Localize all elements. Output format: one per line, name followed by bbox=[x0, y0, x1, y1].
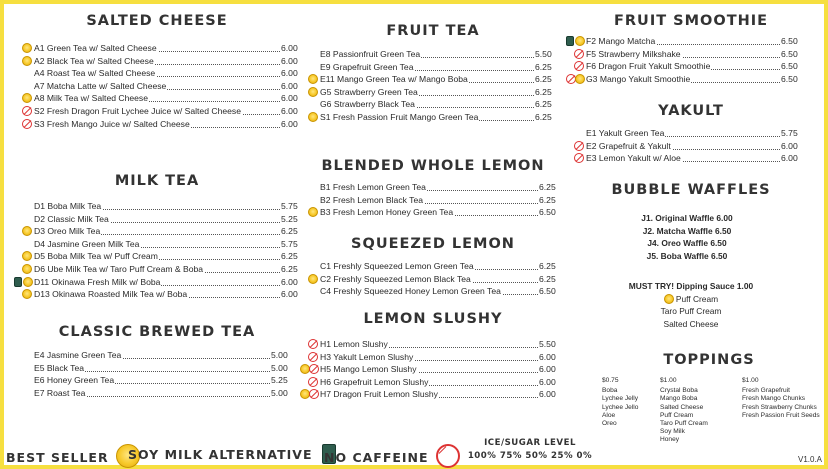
section-title: TOPPINGS bbox=[663, 352, 755, 368]
section-title: FRUIT SMOOTHIE bbox=[613, 13, 769, 29]
menu-item bbox=[300, 86, 566, 99]
legend-no-caffeine: NO CAFFEINE bbox=[324, 444, 460, 468]
item-price: 6.50 bbox=[781, 61, 798, 72]
item-price: 6.00 bbox=[539, 389, 556, 400]
item-name: D1 Boba Milk Tea bbox=[34, 201, 102, 211]
item-icons bbox=[300, 195, 310, 205]
menu-item bbox=[566, 60, 816, 73]
menu-item bbox=[14, 288, 300, 301]
menu-item bbox=[300, 206, 566, 219]
item-price: 6.00 bbox=[281, 289, 298, 300]
section-title: SALTED CHEESE bbox=[86, 13, 228, 29]
item-icons bbox=[300, 339, 310, 349]
item-icons bbox=[14, 93, 24, 103]
item-name: A7 Matcha Latte w/ Salted Cheese bbox=[34, 80, 167, 91]
item-name: H5 Mango Lemon Slushy bbox=[320, 364, 417, 375]
item-icons bbox=[14, 68, 24, 78]
item-name: E1 Yakult Green Tea bbox=[586, 128, 665, 138]
item-icons bbox=[300, 389, 310, 399]
item-icons bbox=[14, 81, 24, 91]
no-caffeine-icon bbox=[309, 364, 319, 374]
topping-item: Fresh Mango Chunks bbox=[742, 395, 806, 403]
item-icons bbox=[300, 364, 310, 374]
menu-board bbox=[4, 4, 824, 465]
item-name: E9 Grapefruit Green Tea bbox=[320, 61, 414, 72]
topping-price: $1.00 bbox=[742, 377, 759, 384]
menu-item bbox=[566, 73, 816, 86]
item-name: F2 Mango Matcha bbox=[586, 36, 656, 46]
item-price: 5.75 bbox=[281, 238, 298, 249]
topping-item: Soy Milk bbox=[660, 428, 685, 436]
item-icons bbox=[566, 153, 576, 163]
no-caffeine-icon bbox=[574, 153, 584, 163]
section-milk-tea bbox=[14, 170, 300, 301]
item-price: 6.25 bbox=[535, 61, 552, 72]
best-seller-icon bbox=[22, 251, 32, 261]
section-bubble-waffles bbox=[566, 179, 816, 330]
dip-item bbox=[566, 305, 816, 318]
item-icons bbox=[14, 289, 24, 299]
best-seller-icon bbox=[308, 112, 318, 122]
item-price: 6.00 bbox=[539, 364, 556, 375]
item-price: 6.50 bbox=[781, 36, 798, 46]
item-name: E5 Black Tea bbox=[34, 362, 85, 373]
soy-milk-icon bbox=[14, 277, 22, 287]
menu-item bbox=[14, 105, 300, 118]
best-seller-icon bbox=[308, 207, 318, 217]
menu-item bbox=[14, 238, 300, 251]
topping-item: Lychee Jello bbox=[602, 403, 639, 411]
no-caffeine-icon bbox=[22, 106, 32, 116]
topping-item: Fresh Strawberry Chunks bbox=[742, 403, 817, 411]
item-icons bbox=[14, 43, 24, 53]
item-name: H3 Yakult Lemon Slushy bbox=[320, 351, 414, 362]
item-price: 5.25 bbox=[281, 213, 298, 224]
no-caffeine-icon bbox=[436, 444, 460, 468]
item-icons bbox=[14, 239, 24, 249]
item-price: 6.50 bbox=[781, 73, 798, 84]
item-name: H6 Grapefruit Lemon Slushy bbox=[320, 376, 429, 387]
section-lemon-slushy bbox=[300, 308, 566, 401]
item-price: 6.25 bbox=[535, 99, 552, 110]
item-price: 5.25 bbox=[271, 375, 288, 386]
item-icons bbox=[14, 201, 24, 211]
item-name: G5 Strawberry Green Tea bbox=[320, 86, 418, 97]
item-icons bbox=[14, 363, 24, 373]
item-name: C1 Freshly Squeezed Lemon Green Tea bbox=[320, 261, 474, 271]
item-icons bbox=[300, 112, 310, 122]
item-icons bbox=[14, 375, 24, 385]
item-price: 6.00 bbox=[281, 55, 298, 66]
best-seller-icon bbox=[22, 43, 32, 53]
section-yakult bbox=[566, 100, 816, 165]
item-icons bbox=[566, 74, 576, 84]
item-name: D5 Boba Milk Tea w/ Puff Cream bbox=[34, 251, 158, 262]
menu-item bbox=[14, 213, 300, 226]
item-price: 6.25 bbox=[539, 194, 556, 205]
menu-item bbox=[566, 152, 816, 165]
item-price: 6.00 bbox=[281, 93, 298, 104]
item-name: A1 Green Tea w/ Salted Cheese bbox=[34, 43, 157, 53]
item-price: 5.50 bbox=[535, 49, 552, 59]
item-price: 6.25 bbox=[539, 261, 556, 271]
item-price: 6.25 bbox=[281, 251, 298, 262]
section-title: BLENDED WHOLE LEMON bbox=[321, 158, 545, 174]
waffle-item: J1. Original Waffle 6.00 bbox=[641, 213, 733, 223]
menu-item bbox=[14, 374, 300, 387]
waffle-list bbox=[562, 212, 812, 262]
item-icons bbox=[300, 261, 310, 271]
topping-item: Mango Boba bbox=[660, 395, 698, 403]
item-price: 6.25 bbox=[539, 182, 556, 192]
item-name: C4 Freshly Squeezed Honey Lemon Green Tea bbox=[320, 286, 501, 297]
item-price: 6.25 bbox=[535, 86, 552, 97]
item-name: D6 Ube Milk Tea w/ Taro Puff Cream & Boba bbox=[34, 263, 204, 274]
section-title: FRUIT TEA bbox=[386, 23, 480, 39]
topping-item: Puff Cream bbox=[660, 411, 694, 419]
item-price: 5.75 bbox=[281, 201, 298, 211]
menu-item bbox=[14, 362, 300, 375]
legend-soy-milk: SOY MILK ALTERNATIVE bbox=[128, 444, 336, 464]
menu-item bbox=[300, 98, 566, 111]
section-title: MILK TEA bbox=[114, 173, 200, 189]
ice-sugar-title: ICE/SUGAR LEVEL bbox=[484, 438, 576, 448]
item-price: 6.25 bbox=[535, 111, 552, 122]
item-icons bbox=[14, 264, 24, 274]
item-icons bbox=[566, 36, 576, 46]
menu-item bbox=[14, 225, 300, 238]
item-price: 6.00 bbox=[281, 118, 298, 129]
ice-sugar-values: 100% 75% 50% 25% 0% bbox=[467, 451, 593, 461]
topping-price: $1.00 bbox=[660, 377, 677, 384]
item-price: 6.50 bbox=[539, 286, 556, 297]
topping-column bbox=[742, 377, 820, 420]
item-icons bbox=[300, 99, 310, 109]
item-icons bbox=[14, 277, 24, 287]
topping-item: Lychee Jelly bbox=[602, 395, 639, 403]
item-name: G3 Mango Yakult Smoothie bbox=[586, 73, 691, 84]
topping-columns bbox=[596, 371, 822, 451]
waffle-item: J5. Boba Waffle 6.50 bbox=[646, 250, 728, 261]
item-icons bbox=[14, 350, 24, 360]
item-icons bbox=[300, 352, 310, 362]
topping-item: Fresh Grapefruit bbox=[742, 387, 791, 395]
menu-item bbox=[14, 67, 300, 80]
menu-item bbox=[300, 73, 566, 86]
legend-best-seller: BEST SELLER bbox=[6, 444, 140, 468]
item-name: S3 Fresh Mango Juice w/ Salted Cheese bbox=[34, 118, 190, 129]
item-icons bbox=[566, 49, 576, 59]
item-name: H7 Dragon Fruit Lemon Slushy bbox=[320, 389, 438, 400]
best-seller-icon bbox=[22, 93, 32, 103]
waffle-item: J2. Matcha Waffle 6.50 bbox=[642, 225, 732, 236]
item-name: B2 Fresh Lemon Black Tea bbox=[320, 194, 424, 205]
topping-column bbox=[660, 377, 708, 445]
topping-price: $0.75 bbox=[602, 377, 619, 384]
no-caffeine-icon bbox=[309, 389, 319, 399]
item-icons bbox=[300, 182, 310, 192]
item-icons bbox=[14, 214, 24, 224]
item-name: B1 Fresh Lemon Green Tea bbox=[320, 182, 426, 192]
item-name: D2 Classic Milk Tea bbox=[34, 213, 109, 224]
menu-item bbox=[300, 61, 566, 74]
no-caffeine-icon bbox=[308, 339, 318, 349]
best-seller-icon bbox=[664, 294, 674, 304]
topping-item: Fresh Passion Fruit Seeds bbox=[742, 411, 820, 419]
item-name: E7 Roast Tea bbox=[34, 387, 86, 398]
item-name: D11 Okinawa Fresh Milk w/ Boba bbox=[34, 276, 161, 287]
waffle-item: J4. Oreo Waffle 6.50 bbox=[647, 238, 727, 248]
menu-item bbox=[300, 273, 566, 286]
item-icons bbox=[566, 141, 576, 151]
no-caffeine-icon bbox=[574, 49, 584, 59]
item-icons bbox=[300, 274, 310, 284]
item-name: D13 Okinawa Roasted Milk Tea w/ Boba bbox=[34, 289, 188, 300]
item-price: 5.00 bbox=[271, 350, 288, 360]
item-name: A2 Black Tea w/ Salted Cheese bbox=[34, 55, 154, 66]
best-seller-icon bbox=[22, 226, 32, 236]
item-price: 6.00 bbox=[281, 80, 298, 91]
menu-item bbox=[14, 387, 300, 400]
dip-item bbox=[566, 318, 816, 331]
topping-item: Crystal Boba bbox=[660, 387, 698, 395]
menu-item bbox=[300, 285, 566, 298]
topping-item: Salted Cheese bbox=[660, 403, 704, 411]
topping-column bbox=[602, 377, 638, 428]
ice-sugar-level bbox=[466, 437, 594, 463]
item-name: E6 Honey Green Tea bbox=[34, 375, 115, 386]
item-name: H1 Lemon Slushy bbox=[320, 339, 388, 349]
item-price: 6.50 bbox=[539, 207, 556, 218]
best-seller-icon bbox=[575, 74, 585, 84]
topping-item: Oreo bbox=[602, 420, 617, 428]
topping-item: Taro Puff Cream bbox=[660, 420, 708, 428]
menu-item bbox=[14, 276, 300, 289]
section-fruit-smoothie bbox=[566, 10, 816, 85]
no-caffeine-icon bbox=[22, 119, 32, 129]
item-price: 6.25 bbox=[535, 74, 552, 85]
item-icons bbox=[14, 251, 24, 261]
menu-item bbox=[14, 42, 300, 55]
topping-item: Honey bbox=[660, 436, 680, 444]
item-icons bbox=[566, 128, 576, 138]
best-seller-icon bbox=[308, 74, 318, 84]
section-title: BUBBLE WAFFLES bbox=[611, 182, 771, 198]
menu-item bbox=[300, 111, 566, 124]
section-title: SQUEEZED LEMON bbox=[351, 236, 515, 252]
dip-label: Salted Cheese bbox=[663, 318, 719, 329]
item-icons bbox=[14, 119, 24, 129]
section-title: CLASSIC BREWED TEA bbox=[58, 324, 256, 340]
item-icons bbox=[300, 207, 310, 217]
item-price: 5.00 bbox=[271, 387, 288, 398]
menu-item bbox=[566, 140, 816, 153]
menu-item bbox=[14, 92, 300, 105]
item-price: 6.00 bbox=[539, 351, 556, 362]
best-seller-icon bbox=[22, 289, 32, 299]
menu-item bbox=[300, 363, 566, 376]
item-icons bbox=[300, 377, 310, 387]
item-icons bbox=[566, 61, 576, 71]
item-name: S1 Fresh Passion Fruit Mango Green Tea bbox=[320, 111, 479, 122]
item-price: 6.00 bbox=[281, 276, 298, 287]
item-price: 5.00 bbox=[271, 362, 288, 373]
best-seller-icon bbox=[23, 277, 33, 287]
section-classic-brewed-tea bbox=[14, 321, 300, 399]
item-name: E2 Grapefruit & Yakult bbox=[586, 140, 671, 151]
best-seller-icon bbox=[22, 264, 32, 274]
dipping-sauce bbox=[566, 280, 816, 330]
menu-item bbox=[300, 260, 566, 273]
menu-item bbox=[566, 127, 816, 140]
dip-label: Taro Puff Cream bbox=[660, 306, 722, 316]
section-salted-cheese bbox=[14, 10, 300, 130]
item-icons bbox=[300, 62, 310, 72]
item-price: 6.00 bbox=[281, 68, 298, 79]
item-name: S2 Fresh Dragon Fruit Lychee Juice w/ Salted Cheese bbox=[34, 105, 241, 116]
item-name: F5 Strawberry Milkshake bbox=[586, 48, 681, 59]
menu-item bbox=[300, 388, 566, 401]
item-price: 5.75 bbox=[781, 128, 798, 138]
menu-item bbox=[300, 48, 566, 61]
menu-item bbox=[14, 349, 300, 362]
section-title: YAKULT bbox=[658, 103, 724, 119]
section-title: LEMON SLUSHY bbox=[363, 311, 503, 327]
menu-item bbox=[14, 55, 300, 68]
section-squeezed-lemon bbox=[300, 233, 566, 298]
item-icons bbox=[300, 49, 310, 59]
item-icons bbox=[300, 87, 310, 97]
version-label: V1.0.A bbox=[798, 455, 823, 464]
item-price: 6.00 bbox=[281, 105, 298, 116]
menu-item bbox=[14, 200, 300, 213]
section-fruit-tea bbox=[300, 20, 566, 124]
item-name: C2 Freshly Squeezed Lemon Black Tea bbox=[320, 273, 471, 284]
item-icons bbox=[14, 56, 24, 66]
menu-item bbox=[566, 35, 816, 48]
item-price: 6.50 bbox=[781, 48, 798, 59]
topping-item: Aloe bbox=[602, 411, 616, 419]
item-icons bbox=[300, 286, 310, 296]
menu-item bbox=[300, 181, 566, 194]
no-caffeine-icon bbox=[574, 61, 584, 71]
no-caffeine-icon bbox=[574, 141, 584, 151]
item-price: 6.00 bbox=[281, 43, 298, 53]
item-name: A8 Milk Tea w/ Salted Cheese bbox=[34, 93, 149, 104]
item-icons bbox=[300, 74, 310, 84]
no-caffeine-icon bbox=[308, 377, 318, 387]
item-price: 6.00 bbox=[781, 153, 798, 164]
item-name: B3 Fresh Lemon Honey Green Tea bbox=[320, 207, 454, 218]
best-seller-icon bbox=[308, 87, 318, 97]
menu-item bbox=[300, 194, 566, 207]
soy-milk-icon bbox=[566, 36, 574, 46]
menu-item bbox=[14, 263, 300, 276]
no-caffeine-icon bbox=[308, 352, 318, 362]
item-price: 6.25 bbox=[539, 273, 556, 284]
item-icons bbox=[14, 106, 24, 116]
item-name: D4 Jasmine Green Milk Tea bbox=[34, 238, 140, 249]
item-name: E4 Jasmine Green Tea bbox=[34, 350, 122, 360]
best-seller-icon bbox=[22, 56, 32, 66]
menu-item bbox=[300, 338, 566, 351]
item-name: F6 Dragon Fruit Yakult Smoothie bbox=[586, 61, 711, 72]
item-icons bbox=[14, 226, 24, 236]
dip-label: Puff Cream bbox=[675, 293, 719, 304]
section-toppings bbox=[596, 349, 822, 451]
menu-item bbox=[300, 351, 566, 364]
topping-item: Boba bbox=[602, 387, 618, 395]
item-icons bbox=[14, 388, 24, 398]
menu-item bbox=[566, 48, 816, 61]
item-price: 5.50 bbox=[539, 339, 556, 349]
item-price: 6.00 bbox=[539, 376, 556, 387]
menu-item bbox=[300, 376, 566, 389]
item-name: G6 Strawberry Black Tea bbox=[320, 99, 415, 110]
item-price: 6.25 bbox=[281, 226, 298, 237]
item-name: E3 Lemon Yakult w/ Aloe bbox=[586, 153, 681, 164]
menu-item bbox=[14, 250, 300, 263]
item-name: E8 Passionfruit Green Tea bbox=[320, 49, 421, 59]
menu-item bbox=[14, 80, 300, 93]
item-name: D3 Oreo Milk Tea bbox=[34, 226, 101, 237]
menu-item bbox=[14, 118, 300, 131]
item-name: E11 Mango Green Tea w/ Mango Boba bbox=[320, 74, 468, 85]
item-price: 6.25 bbox=[281, 263, 298, 274]
dipping-sauce-title: MUST TRY! Dipping Sauce 1.00 bbox=[628, 281, 754, 291]
item-price: 6.00 bbox=[781, 140, 798, 151]
dip-item bbox=[566, 293, 816, 306]
item-name: A4 Roast Tea w/ Salted Cheese bbox=[34, 68, 156, 79]
best-seller-icon bbox=[575, 36, 585, 46]
best-seller-icon bbox=[308, 274, 318, 284]
section-blended-whole-lemon bbox=[300, 155, 566, 219]
